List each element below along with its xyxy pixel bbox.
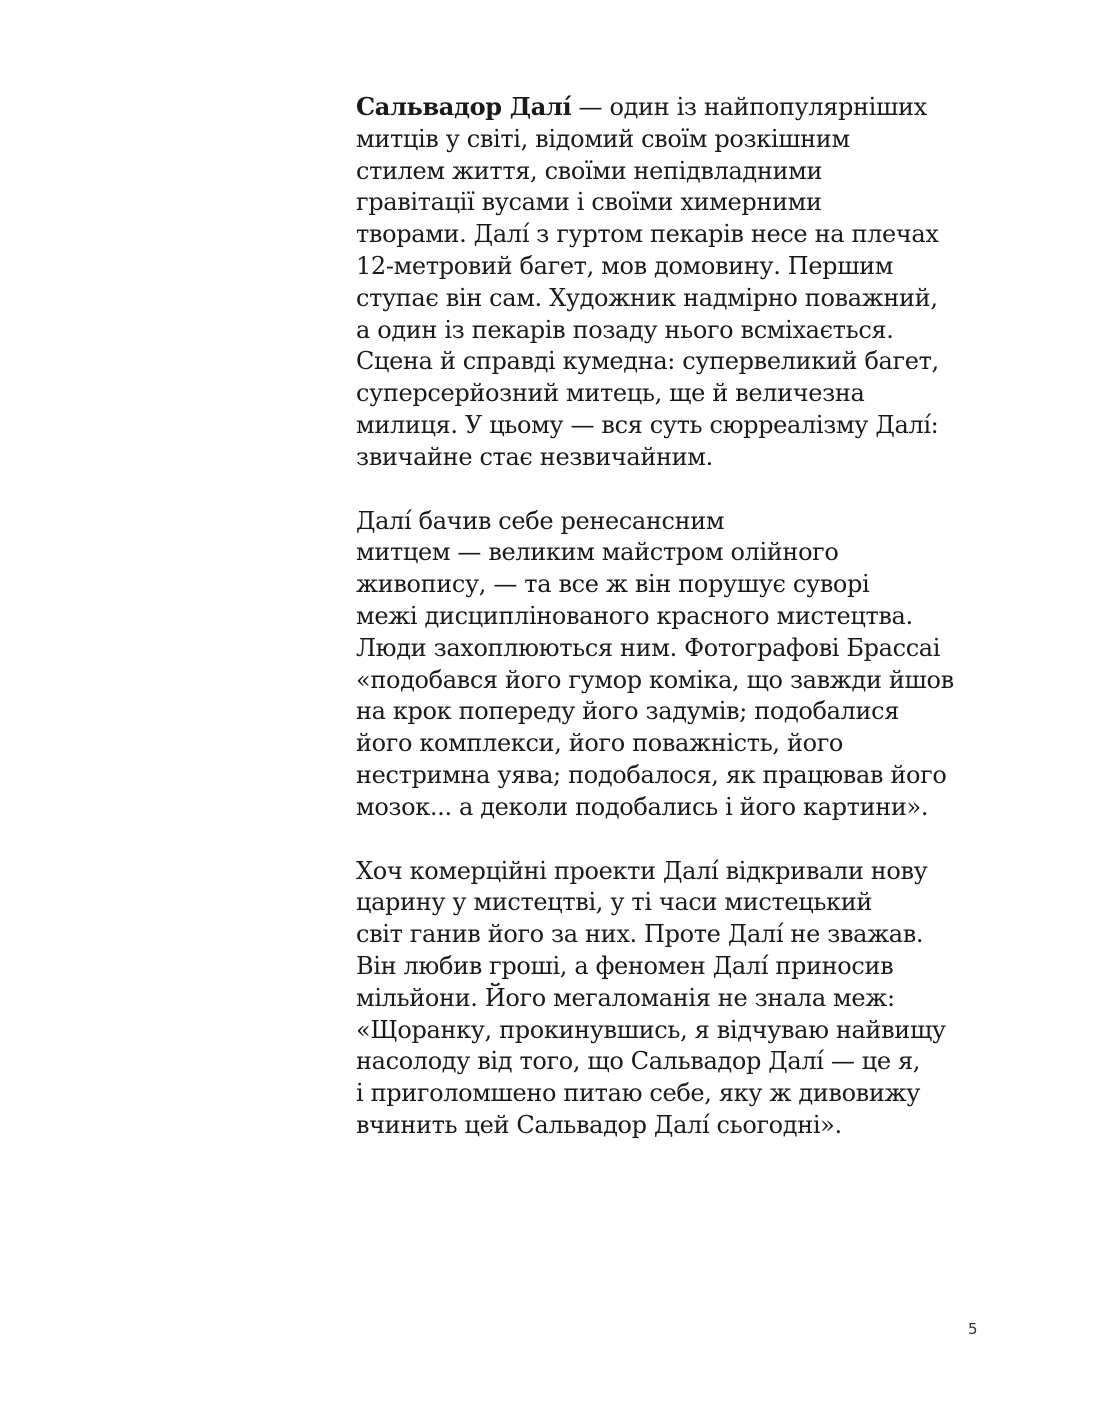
text-line: нестримна уява; подобалося, як працював його	[356, 760, 947, 789]
text-line: Люди захоплюються ним. Фотографові Брассаі	[356, 633, 941, 662]
text-column	[356, 91, 996, 1174]
text-line: Він любив гроші, а феномен Далí приносив	[356, 951, 894, 980]
paragraph-2	[356, 506, 996, 824]
page-number: 5	[968, 1320, 978, 1338]
paragraph-1	[356, 91, 996, 474]
text-line: «Щоранку, прокинувшись, я відчуваю найвищу	[356, 1015, 946, 1044]
bold-name: Сальвадор Далí	[356, 92, 572, 121]
text-line: живопису, — та все ж він порушує суворі	[356, 570, 870, 599]
paragraph-3	[356, 856, 996, 1142]
text-line: гравітації вусами і своїми химерними	[356, 188, 822, 217]
text-line: стилем життя, своїми непідвладними	[356, 156, 823, 185]
text-line: милиця. У цьому — вся суть сюрреалізму Далí:	[356, 410, 939, 439]
text-line: на крок попереду його задумів; подобалися	[356, 697, 899, 726]
text-line: мозок... а деколи подобались і його картини».	[356, 792, 929, 821]
text-line: Хоч комерційні проекти Далí відкривали нову	[356, 856, 928, 885]
line-text: — один із найпопулярніших	[571, 93, 927, 121]
text-line: Далí бачив себе ренесансним	[356, 506, 725, 535]
text-line: його комплекси, його поважність, його	[356, 729, 844, 758]
text-line: творами. Далí з гуртом пекарів несе на плечах	[356, 220, 939, 249]
text-line: суперсерйозний митець, ще й величезна	[356, 379, 865, 408]
text-line: насолоду від того, що Сальвадор Далí — це я,	[356, 1047, 921, 1076]
text-line: межі дисциплінованого красного мистецтва.	[356, 601, 913, 630]
text-line: ступає він сам. Художник надмірно поважний,	[356, 283, 938, 312]
text-line: і приголомшено питаю себе, яку ж дивовижу	[356, 1079, 920, 1108]
text-line: світ ганив його за них. Проте Далí не зважав.	[356, 920, 924, 949]
text-line: 12-метровий багет, мов домовину. Першим	[356, 251, 894, 280]
text-line: Сцена й справді кумедна: супервеликий багет,	[356, 347, 939, 376]
text-line: царину у мистецтві, у ті часи мистецький	[356, 888, 872, 917]
text-line: митцем — великим майстром олійного	[356, 538, 839, 567]
text-line	[356, 91, 996, 124]
text-line: вчинить цей Сальвадор Далí сьогодні».	[356, 1110, 842, 1139]
text-line: митців у світі, відомий своїм розкішним	[356, 124, 850, 153]
text-line: «подобався його гумор коміка, що завжди йшов	[356, 665, 954, 694]
text-line: звичайне стає незвичайним.	[356, 442, 713, 471]
text-line: мільйони. Його мегаломанія не знала меж:	[356, 983, 895, 1012]
text-line: а один із пекарів позаду нього всміхається.	[356, 315, 894, 344]
